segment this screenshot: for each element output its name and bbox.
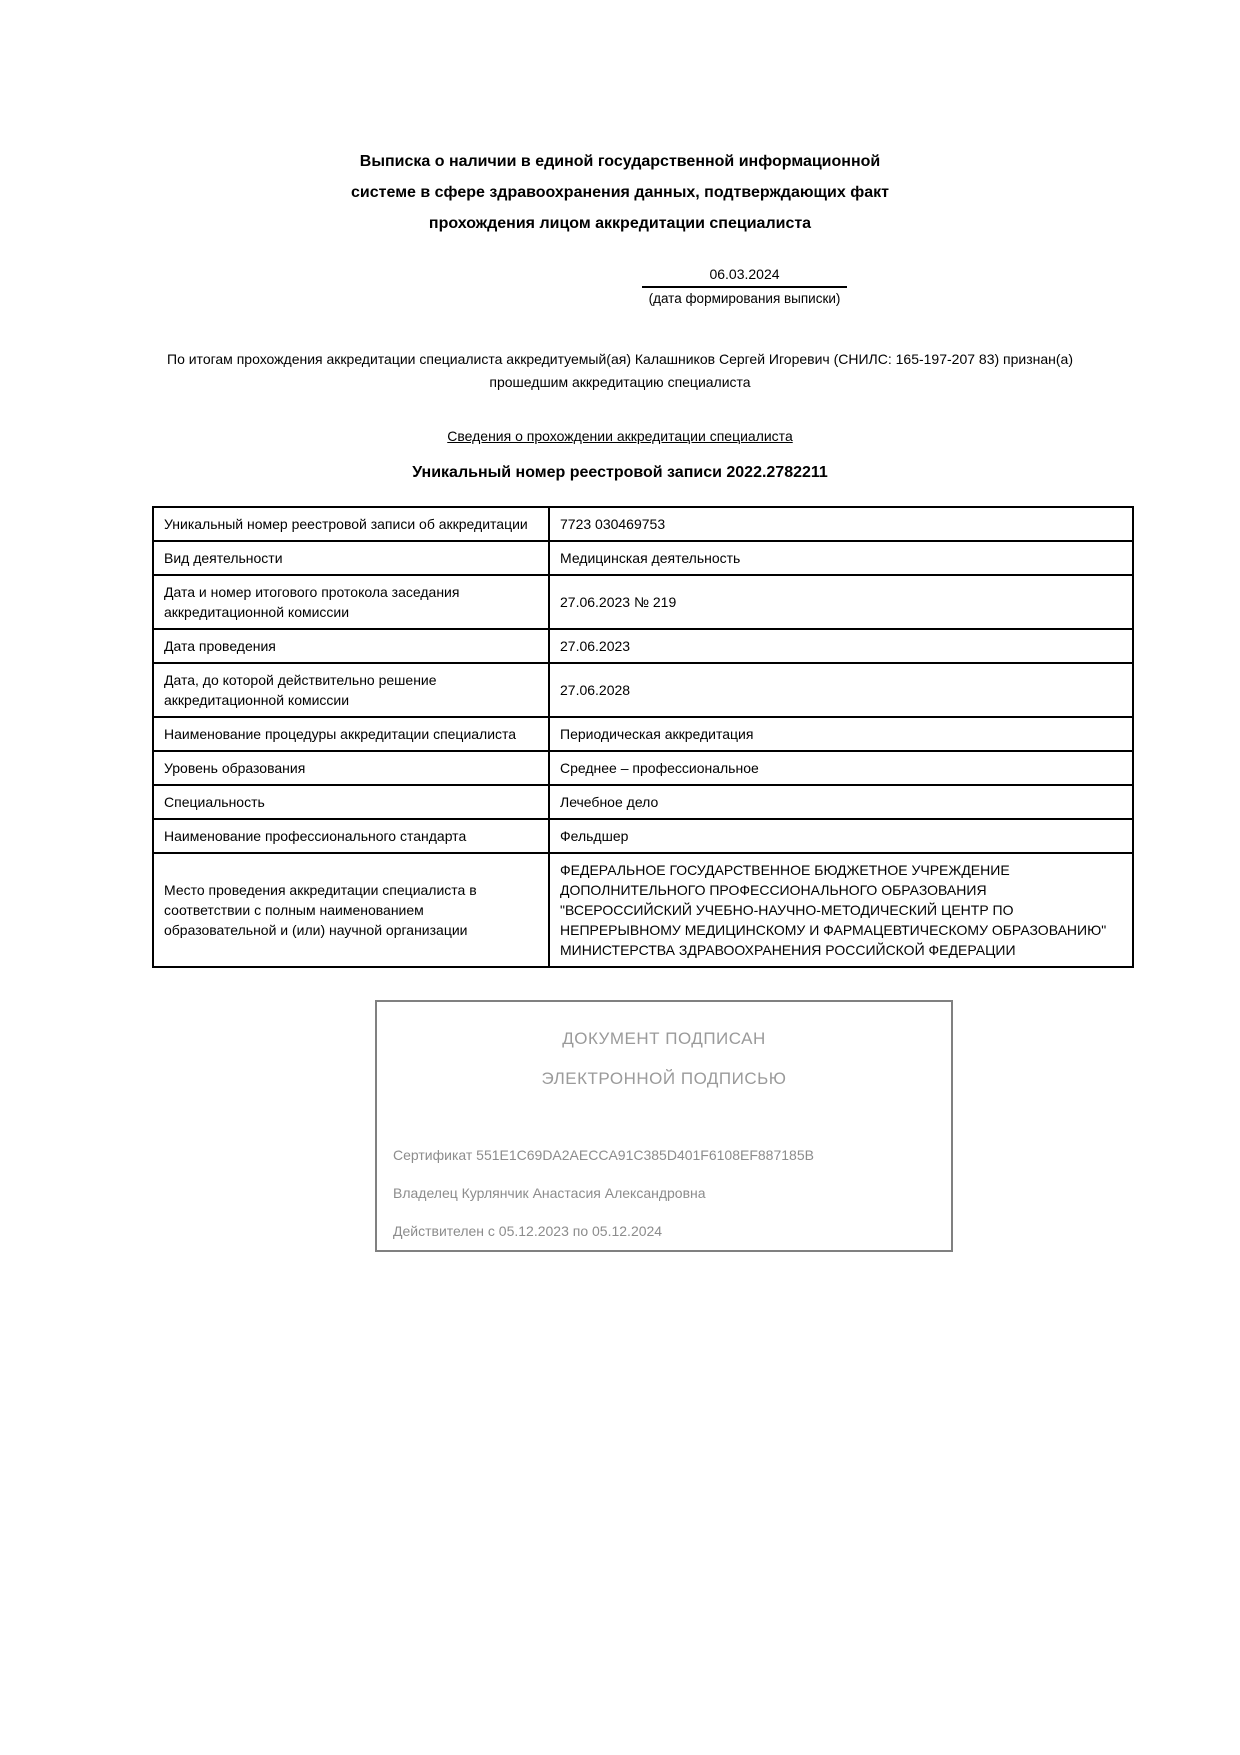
- row-value-cell: Медицинская деятельность: [549, 541, 1133, 575]
- extract-date: 06.03.2024: [642, 265, 847, 288]
- table-row: [153, 541, 1133, 575]
- row-value-cell: 27.06.2023 № 219: [549, 575, 1133, 629]
- table-row: [153, 853, 1133, 967]
- row-value-cell: Фельдшер: [549, 819, 1133, 853]
- signature-owner-line: Владелец Курлянчик Анастасия Александровна: [393, 1185, 706, 1201]
- table-row: [153, 717, 1133, 751]
- row-label-cell: Наименование профессионального стандарта: [153, 819, 549, 853]
- row-value-cell: 27.06.2028: [549, 663, 1133, 717]
- row-label-cell: Уникальный номер реестровой записи об аккредитации: [153, 507, 549, 541]
- document-title-line-1: Выписка о наличии в единой государственной информационной: [359, 153, 881, 170]
- document-title-line-2: системе в сфере здравоохранения данных, подтверждающих факт: [351, 184, 889, 201]
- row-value-cell: Среднее – профессиональное: [549, 751, 1133, 785]
- document-title: [152, 146, 1088, 239]
- intro-paragraph: По итогам прохождения аккредитации специалиста аккредитуемый(ая) Калашников Сергей Игоревич (СНИЛС: 165-197-207 83) признан(а) прошедшим аккредитацию специалиста: [167, 351, 1073, 390]
- row-label-cell: Дата, до которой действительно решение аккредитационной комиссии: [153, 663, 549, 717]
- table-row: [153, 507, 1133, 541]
- extract-date-block: [642, 265, 847, 308]
- extract-date-caption: (дата формирования выписки): [648, 291, 841, 306]
- table-row: [153, 751, 1133, 785]
- table-row: [153, 785, 1133, 819]
- signature-certificate-line: Сертификат 551E1C69DA2AECCA91C385D401F6108EF887185B: [393, 1147, 814, 1163]
- electronic-signature-stamp: [375, 1000, 953, 1252]
- document-content: [152, 146, 1107, 1252]
- row-value-cell: Лечебное дело: [549, 785, 1133, 819]
- row-label-cell: Дата и номер итогового протокола заседания аккредитационной комиссии: [153, 575, 549, 629]
- row-label-cell: Наименование процедуры аккредитации специалиста: [153, 717, 549, 751]
- table-row: [153, 663, 1133, 717]
- signature-status-line-2: ЭЛЕКТРОННОЙ ПОДПИСЬЮ: [541, 1069, 787, 1088]
- signature-validity-line: Действителен с 05.12.2023 по 05.12.2024: [393, 1223, 663, 1239]
- record-number-heading: Уникальный номер реестровой записи 2022.2782211: [412, 464, 828, 481]
- row-label-cell: Специальность: [153, 785, 549, 819]
- row-value-cell: ФЕДЕРАЛЬНОЕ ГОСУДАРСТВЕННОЕ БЮДЖЕТНОЕ УЧРЕЖДЕНИЕ ДОПОЛНИТЕЛЬНОГО ПРОФЕССИОНАЛЬНОГО ОБРАЗОВАНИЯ "ВСЕРОССИЙСКИЙ УЧЕБНО-НАУЧНО-МЕТОДИЧЕСКИЙ ЦЕНТР ПО НЕПРЕРЫВНОМУ МЕДИЦИНСКОМУ И ФАРМАЦЕВТИЧЕСКОМУ ОБРАЗОВАНИЮ" МИНИСТЕРСТВА ЗДРАВООХРАНЕНИЯ РОССИЙСКОЙ ФЕДЕРАЦИИ: [549, 853, 1133, 967]
- section-heading: Сведения о прохождении аккредитации специалиста: [447, 428, 793, 444]
- table-row: [153, 819, 1133, 853]
- document-title-line-3: прохождения лицом аккредитации специалиста: [428, 215, 812, 232]
- row-label-cell: Место проведения аккредитации специалиста в соответствии с полным наименованием образовательной и (или) научной организации: [153, 853, 549, 967]
- row-value-cell: Периодическая аккредитация: [549, 717, 1133, 751]
- row-value-cell: 27.06.2023: [549, 629, 1133, 663]
- row-label-cell: Вид деятельности: [153, 541, 549, 575]
- row-label-cell: Уровень образования: [153, 751, 549, 785]
- table-row: [153, 575, 1133, 629]
- row-label-cell: Дата проведения: [153, 629, 549, 663]
- signature-status-line-1: ДОКУМЕНТ ПОДПИСАН: [562, 1029, 766, 1048]
- row-value-cell: 7723 030469753: [549, 507, 1133, 541]
- table-row: [153, 629, 1133, 663]
- accreditation-table: [152, 506, 1134, 968]
